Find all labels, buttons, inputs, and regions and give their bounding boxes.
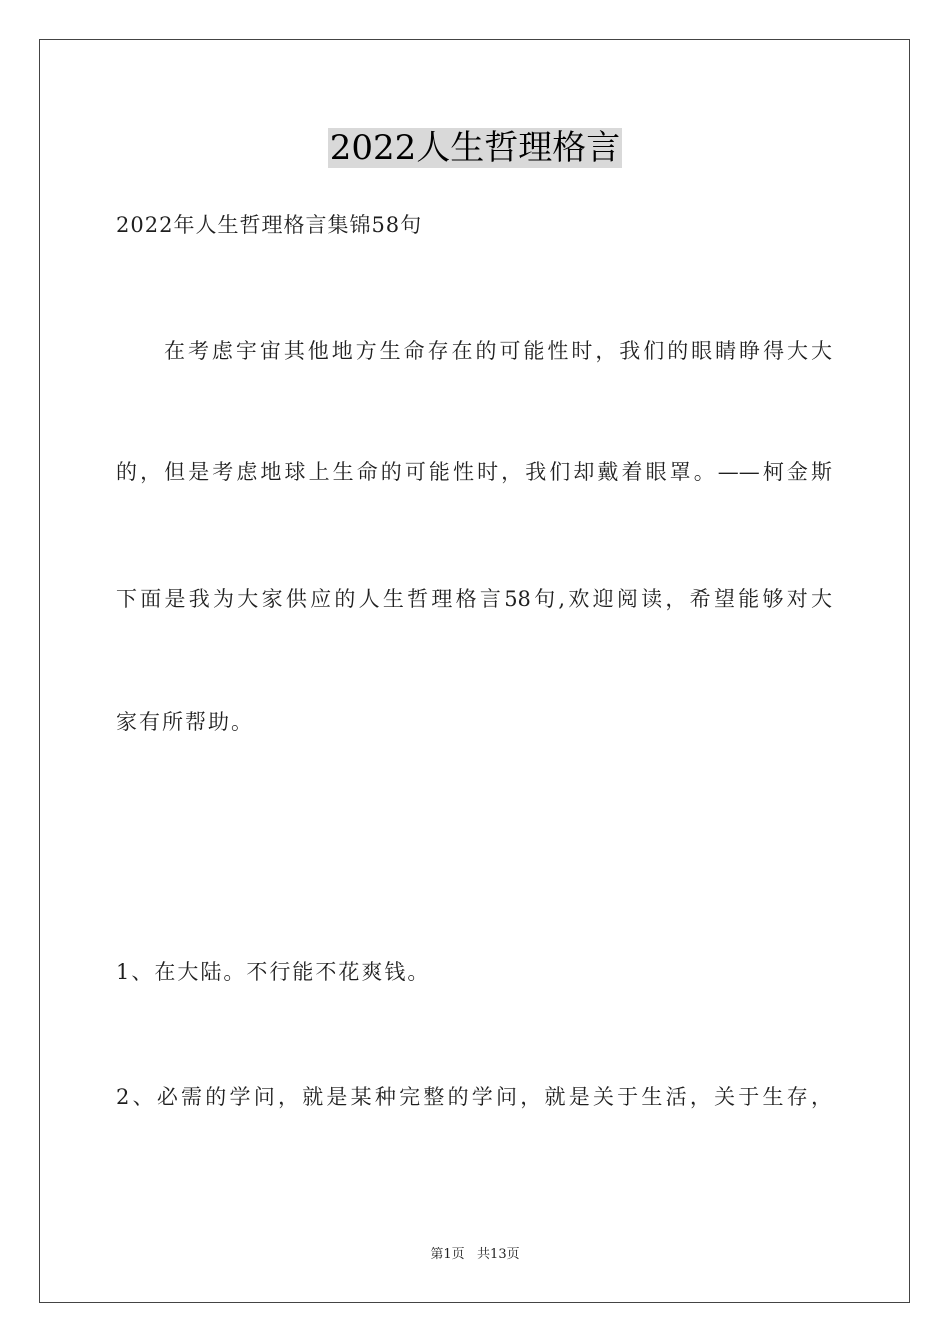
document-title: 2022人生哲理格言 bbox=[329, 128, 621, 168]
paragraph-line-1: 在考虑宇宙其他地方生命存在的可能性时，我们的眼睛睁得大大 bbox=[164, 339, 832, 363]
paragraph-line-4: 家有所帮助。 bbox=[116, 710, 254, 734]
page-number-footer: 第1页 共13页 bbox=[430, 1247, 520, 1262]
list-item-1: 1、在大陆。不行能不花爽钱。 bbox=[116, 960, 431, 984]
title-container bbox=[0, 128, 950, 168]
paragraph-line-3: 下面是我为大家供应的人生哲理格言58句,欢迎阅读，希望能够对大 bbox=[116, 587, 832, 611]
list-item-2: 2、必需的学问，就是某种完整的学问，就是关于生活，关于生存， bbox=[116, 1085, 832, 1109]
document-subtitle: 2022年人生哲理格言集锦58句 bbox=[116, 213, 423, 237]
paragraph-line-2: 的，但是考虑地球上生命的可能性时，我们却戴着眼罩。——柯金斯 bbox=[116, 460, 832, 484]
